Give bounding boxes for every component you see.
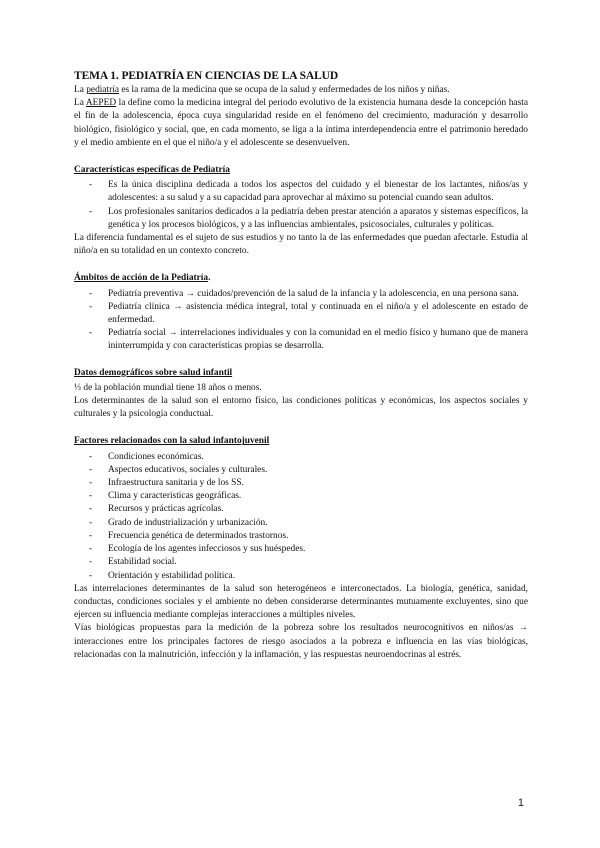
list-item: [74, 206, 528, 232]
list-item-text: Pediatría clínica → asistencia médica integral, total y continuada en el niño/a y el adolescente en estado de enfermedad.: [108, 301, 528, 326]
list-dash: -: [89, 180, 93, 191]
list-item-text: Aspectos educativos, sociales y culturales.: [108, 464, 268, 475]
list-item: [74, 288, 528, 301]
factores-paragraph-2: Vías biológicas propuestas para la medición de la pobreza sobre los resultados neurocognitivos en niños/as → interacciones entre los principales factores de riesgo asociados a la pobreza e influencia en las vías biológicas, relacionadas con la malnutrición, infección y la inflamación, y las respuestas neuroendocrinas al estrés.: [74, 623, 528, 660]
list-item-text: Recursos y prácticas agrícolas.: [108, 504, 224, 515]
intro-paragraph-2: [74, 97, 528, 150]
spacer: [74, 150, 528, 164]
list-dash: -: [89, 557, 93, 568]
list-item: [74, 477, 528, 490]
list-item: [74, 503, 528, 516]
list-item: [74, 301, 528, 327]
intro-paragraph-1: [74, 84, 528, 97]
pediatria-link[interactable]: pediatría: [86, 85, 120, 95]
document-page: [74, 70, 528, 662]
intro-p2-pre: La: [74, 98, 86, 109]
list-dash: -: [89, 328, 93, 339]
list-dash: -: [89, 491, 93, 502]
caracteristicas-closing: La diferencia fundamental es el sujeto de sus estudios y no tanto la de las enfermedades que puedan afectarle. Estudia al niño/a en su totalidad en un contexto concreto.: [74, 233, 528, 257]
factores-list: [74, 451, 528, 583]
list-item-text: Es la única disciplina dedicada a todos los aspectos del cuidado y el bienestar de los lactantes, niños/as y adolescentes: a su salud y a su capacidad para aprovechar al máximo su potencial cuando sean adultos.: [108, 180, 528, 204]
list-dash: -: [89, 301, 93, 312]
list-item: [74, 179, 528, 205]
ambitos-heading-suffix: .: [208, 273, 211, 284]
list-item-text: Orientación y estabilidad política.: [108, 570, 236, 581]
page-number: 1: [517, 797, 524, 809]
section-heading-caracteristicas: Características específicas de Pediatría: [74, 165, 230, 176]
list-dash: -: [89, 517, 93, 528]
list-dash: -: [89, 206, 93, 217]
list-dash: -: [89, 544, 93, 555]
list-dash: -: [89, 464, 93, 475]
list-item: [74, 517, 528, 530]
list-item: [74, 451, 528, 464]
list-dash: -: [89, 504, 93, 515]
section-heading-ambitos: [74, 272, 528, 285]
section-heading-factores: Factores relacionados con la salud infantojuvenil: [74, 436, 270, 447]
list-dash: -: [89, 570, 93, 581]
aeped-link[interactable]: AEPED: [85, 98, 117, 109]
list-item-text: Estabilidad social.: [108, 557, 177, 568]
list-item: [74, 570, 528, 583]
ambitos-list: [74, 288, 528, 354]
list-item: [74, 543, 528, 556]
list-item-text: Grado de industrialización y urbanización.: [108, 517, 268, 528]
list-item: [74, 464, 528, 477]
list-item-text: Pediatría preventiva → cuidados/prevención de la salud de la infancia y la adolescencia, en una persona sana.: [108, 288, 519, 299]
caracteristicas-list: [74, 179, 528, 232]
intro-p1-pre: La: [74, 85, 87, 95]
list-item-text: Frecuencia genética de determinados trastornos.: [108, 530, 289, 541]
spacer: [74, 421, 528, 435]
page-title: TEMA 1. PEDIATRÍA EN CIENCIAS DE LA SALUD: [74, 70, 339, 82]
list-item-text: Pediatría social → interrelaciones individuales y con la comunidad en el medio físico y humano que de manera ininterrumpida y con características propias se desarrolla.: [108, 328, 528, 352]
intro-p2-post: la define como la medicina integral del periodo evolutivo de la existencia humana desde la concepción hasta el fin de la adolescencia, época cuya singularidad reside en el fenómeno del crecimiento, maduración y desarrollo biológico, fisiológico y social, que, en cada momento, se liga a la íntima interdependencia entre el patrimonio heredado y el medio ambiente en el que el niño/a y el adolescente se desenvuelven.: [74, 98, 528, 148]
list-item-text: Condiciones económicas.: [108, 451, 204, 462]
datos-line-2: Los determinantes de la salud son el entorno físico, las condiciones políticas y económicas, los aspectos sociales y culturales y la psicología conductual.: [74, 396, 528, 420]
datos-line-1: ⅓ de la población mundial tiene 18 años o menos.: [74, 382, 262, 393]
list-dash: -: [89, 478, 93, 489]
list-item: [74, 556, 528, 569]
factores-paragraph-1: Las interrelaciones determinantes de la salud son heterogéneos e interconectados. La biología, genética, sanidad, conductas, condiciones sociales y el ambiente no deben considerarse determinantes mutuamente excluyentes, sino que ejercen su influencia mediante complejas interacciones a múltiples niveles.: [74, 583, 528, 621]
list-item: [74, 327, 528, 353]
list-item-text: Infraestructura sanitaria y de los SS.: [108, 478, 244, 489]
intro-p1-post: es la rama de la medicina que se ocupa de la salud y enfermedades de los niños y niñas.: [119, 85, 450, 95]
spacer: [74, 258, 528, 272]
spacer: [74, 354, 528, 367]
list-item-text: Clima y características geográficas.: [108, 491, 242, 502]
section-heading-datos: Datos demográficos sobre salud infantil: [74, 367, 233, 378]
list-item-text: Ecología de los agentes infecciosos y sus huéspedes.: [108, 544, 306, 555]
list-item: [74, 530, 528, 543]
list-item: [74, 490, 528, 503]
list-dash: -: [89, 451, 93, 462]
list-dash: -: [89, 530, 93, 541]
ambitos-heading-text: Ámbitos de acción de la Pediatría: [74, 273, 209, 284]
list-item-text: Los profesionales sanitarios dedicados a la pediatría deben prestar atención a aparatos y sistemas específicos, la genética y los procesos biológicos, y a las influencias ambientales, psicosociales, culturales y políticas.: [108, 206, 528, 230]
list-dash: -: [89, 288, 93, 299]
